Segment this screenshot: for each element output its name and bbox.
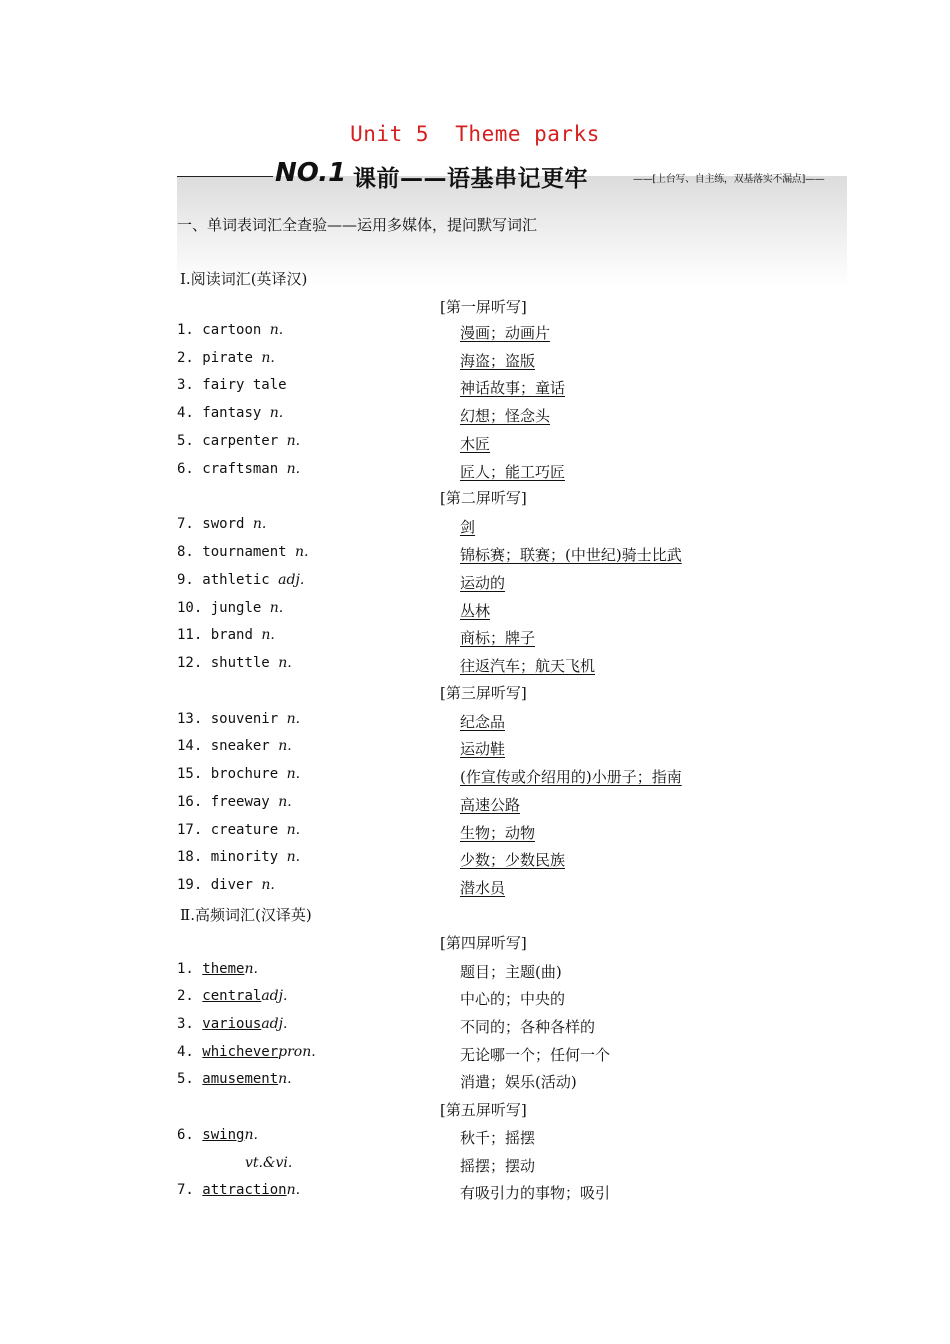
vocab-row (177, 405, 857, 429)
vocab-row (177, 822, 857, 846)
part-of-speech: adj. (261, 988, 288, 1004)
english-word: brochure (210, 766, 279, 782)
banner-number: NO.1 (275, 158, 347, 188)
vocab-row (177, 377, 857, 401)
vocab-row (177, 766, 857, 790)
part-of-speech: n. (244, 961, 258, 977)
vocab-row (177, 627, 857, 651)
chinese-meaning: 不同的；各种各样的 (460, 1018, 596, 1036)
vocab-row (177, 600, 857, 624)
chinese-answer: 高速公路 (460, 796, 521, 814)
part-of-speech: n. (286, 1182, 301, 1198)
english-word: athletic (202, 572, 270, 588)
chinese-answer: 匠人；能工巧匠 (460, 463, 566, 481)
english-word: cartoon (202, 322, 262, 338)
chinese-meaning: 消遣；娱乐(活动) (460, 1073, 577, 1091)
part-of-speech: n. (269, 600, 284, 616)
item-number: 2. (177, 350, 194, 366)
english-answer: theme (202, 961, 245, 977)
english-word: diver (210, 877, 253, 893)
vocab-row (177, 1182, 857, 1206)
english-word: minority (210, 849, 279, 865)
part-of-speech: n. (269, 322, 284, 338)
chinese-meaning: 无论哪一个；任何一个 (460, 1046, 611, 1064)
chinese-answer: 往返汽车；航天飞机 (460, 657, 596, 675)
screen-label: [第四屏听写] (440, 934, 527, 952)
item-number: 4. (177, 405, 194, 421)
part-of-speech: n. (286, 461, 301, 477)
screen-label: [第一屏听写] (440, 298, 527, 316)
part-of-speech: adj. (261, 1016, 288, 1032)
english-answer: attraction (202, 1182, 287, 1198)
item-number: 14. (177, 738, 203, 754)
english-word: freeway (210, 794, 270, 810)
vocab-row (177, 322, 857, 346)
chinese-answer: 锦标赛；联赛；(中世纪)骑士比武 (460, 546, 682, 564)
part2-title: Ⅱ.高频词汇(汉译英) (180, 906, 312, 924)
english-word: sword (202, 516, 245, 532)
chinese-answer: 纪念品 (460, 713, 506, 731)
english-answer: swing (202, 1127, 245, 1143)
english-word: creature (210, 822, 279, 838)
item-number: 16. (177, 794, 203, 810)
part-of-speech: n. (286, 711, 301, 727)
chinese-answer: 运动的 (460, 574, 506, 592)
item-number: 5. (177, 1071, 194, 1087)
vocab-row (177, 877, 857, 901)
chinese-answer: 生物；动物 (460, 824, 536, 842)
english-word: shuttle (210, 655, 270, 671)
english-word: fantasy (202, 405, 262, 421)
english-word: jungle (210, 600, 262, 616)
item-number: 5. (177, 433, 194, 449)
vocab-row (177, 849, 857, 873)
vocab-row (177, 988, 857, 1012)
chinese-answer: 海盗；盗版 (460, 352, 536, 370)
part-of-speech: n. (286, 822, 301, 838)
chinese-meaning: 秋千；摇摆 (460, 1129, 536, 1147)
item-number: 6. (177, 461, 194, 477)
part-of-speech: n. (261, 877, 275, 893)
item-number: 4. (177, 1044, 194, 1060)
part-of-speech: n. (278, 738, 292, 754)
vocab-row (177, 544, 857, 568)
part-of-speech: n. (278, 1071, 292, 1087)
chinese-answer: 木匠 (460, 435, 491, 453)
part-of-speech: n. (252, 516, 267, 532)
item-number: 12. (177, 655, 203, 671)
chinese-answer: 商标；牌子 (460, 629, 536, 647)
vocab-row (177, 350, 857, 374)
item-number: 10. (177, 600, 203, 616)
item-number: 11. (177, 627, 203, 643)
part-of-speech: n. (244, 1127, 258, 1143)
vocab-row (177, 711, 857, 735)
part-of-speech: n. (278, 655, 292, 671)
screen-label: [第五屏听写] (440, 1101, 527, 1119)
part-of-speech: n. (261, 350, 275, 366)
chinese-answer: 漫画；动画片 (460, 324, 551, 342)
english-word: pirate (202, 350, 253, 366)
vocab-row (177, 738, 857, 762)
item-number: 15. (177, 766, 203, 782)
item-number: 9. (177, 572, 194, 588)
item-number: 7. (177, 1182, 194, 1198)
part-of-speech: pron. (278, 1044, 316, 1060)
item-number: 1. (177, 961, 194, 977)
item-number: 6. (177, 1127, 194, 1143)
section-heading: 一、单词表词汇全查验——运用多媒体，提问默写词汇 (177, 216, 538, 234)
vocab-row (177, 433, 857, 457)
vocab-row (177, 1044, 857, 1068)
banner-heading: 课前——语基串记更牢 (353, 166, 588, 192)
vocab-row (177, 1071, 857, 1095)
english-word: craftsman (202, 461, 279, 477)
english-word: carpenter (202, 433, 279, 449)
item-number: 17. (177, 822, 203, 838)
item-number: 1. (177, 322, 194, 338)
item-number: 18. (177, 849, 203, 865)
chinese-meaning: 中心的；中央的 (460, 990, 566, 1008)
screen-label: [第三屏听写] (440, 684, 527, 702)
chinese-answer: 潜水员 (460, 879, 506, 897)
english-answer: central (202, 988, 262, 1004)
item-number: 7. (177, 516, 194, 532)
english-word: fairy tale (202, 377, 287, 393)
english-word: souvenir (210, 711, 279, 727)
part-of-speech: n. (278, 794, 292, 810)
chinese-meaning: 摇摆；摆动 (460, 1157, 536, 1175)
page-title: Unit 5 Theme parks (350, 122, 600, 146)
vocab-row (177, 572, 857, 596)
item-number: 19. (177, 877, 203, 893)
item-number: 8. (177, 544, 194, 560)
english-answer: whichever (202, 1044, 279, 1060)
chinese-meaning: 有吸引力的事物；吸引 (460, 1184, 611, 1202)
vocab-row (177, 1127, 857, 1151)
part-of-speech: vt.&vi. (245, 1155, 293, 1171)
chinese-meaning: 题目；主题(曲) (460, 963, 562, 981)
english-word: sneaker (210, 738, 270, 754)
item-number: 13. (177, 711, 203, 727)
vocab-row (177, 794, 857, 818)
banner-note: ——[上台写、自主练，双基落实不漏点]—— (633, 174, 825, 185)
chinese-answer: 幻想；怪念头 (460, 407, 551, 425)
item-number: 2. (177, 988, 194, 1004)
english-answer: various (202, 1016, 262, 1032)
part-of-speech: n. (269, 405, 284, 421)
vocab-row (177, 461, 857, 485)
english-answer: amusement (202, 1071, 279, 1087)
part-of-speech: n. (286, 433, 301, 449)
banner-rule-left (177, 176, 273, 177)
chinese-answer: 丛林 (460, 602, 491, 620)
chinese-answer: 神话故事；童话 (460, 379, 566, 397)
part-of-speech: adj. (278, 572, 305, 588)
english-word: tournament (202, 544, 287, 560)
vocab-row (177, 1016, 857, 1040)
part-of-speech: n. (295, 544, 309, 560)
vocab-row (177, 516, 857, 540)
english-word: brand (210, 627, 253, 643)
item-number: 3. (177, 1016, 194, 1032)
part-of-speech: n. (261, 627, 275, 643)
vocab-row (177, 1155, 857, 1179)
chinese-answer: 剑 (460, 518, 476, 536)
part-of-speech: n. (286, 849, 301, 865)
part1-title: Ⅰ.阅读词汇(英译汉) (180, 270, 308, 288)
screen-label: [第二屏听写] (440, 489, 527, 507)
chinese-answer: (作宣传或介绍用的)小册子；指南 (460, 768, 682, 786)
item-number: 3. (177, 377, 194, 393)
chinese-answer: 少数；少数民族 (460, 851, 566, 869)
vocab-row (177, 655, 857, 679)
part-of-speech: n. (286, 766, 301, 782)
chinese-answer: 运动鞋 (460, 740, 506, 758)
vocab-row (177, 961, 857, 985)
